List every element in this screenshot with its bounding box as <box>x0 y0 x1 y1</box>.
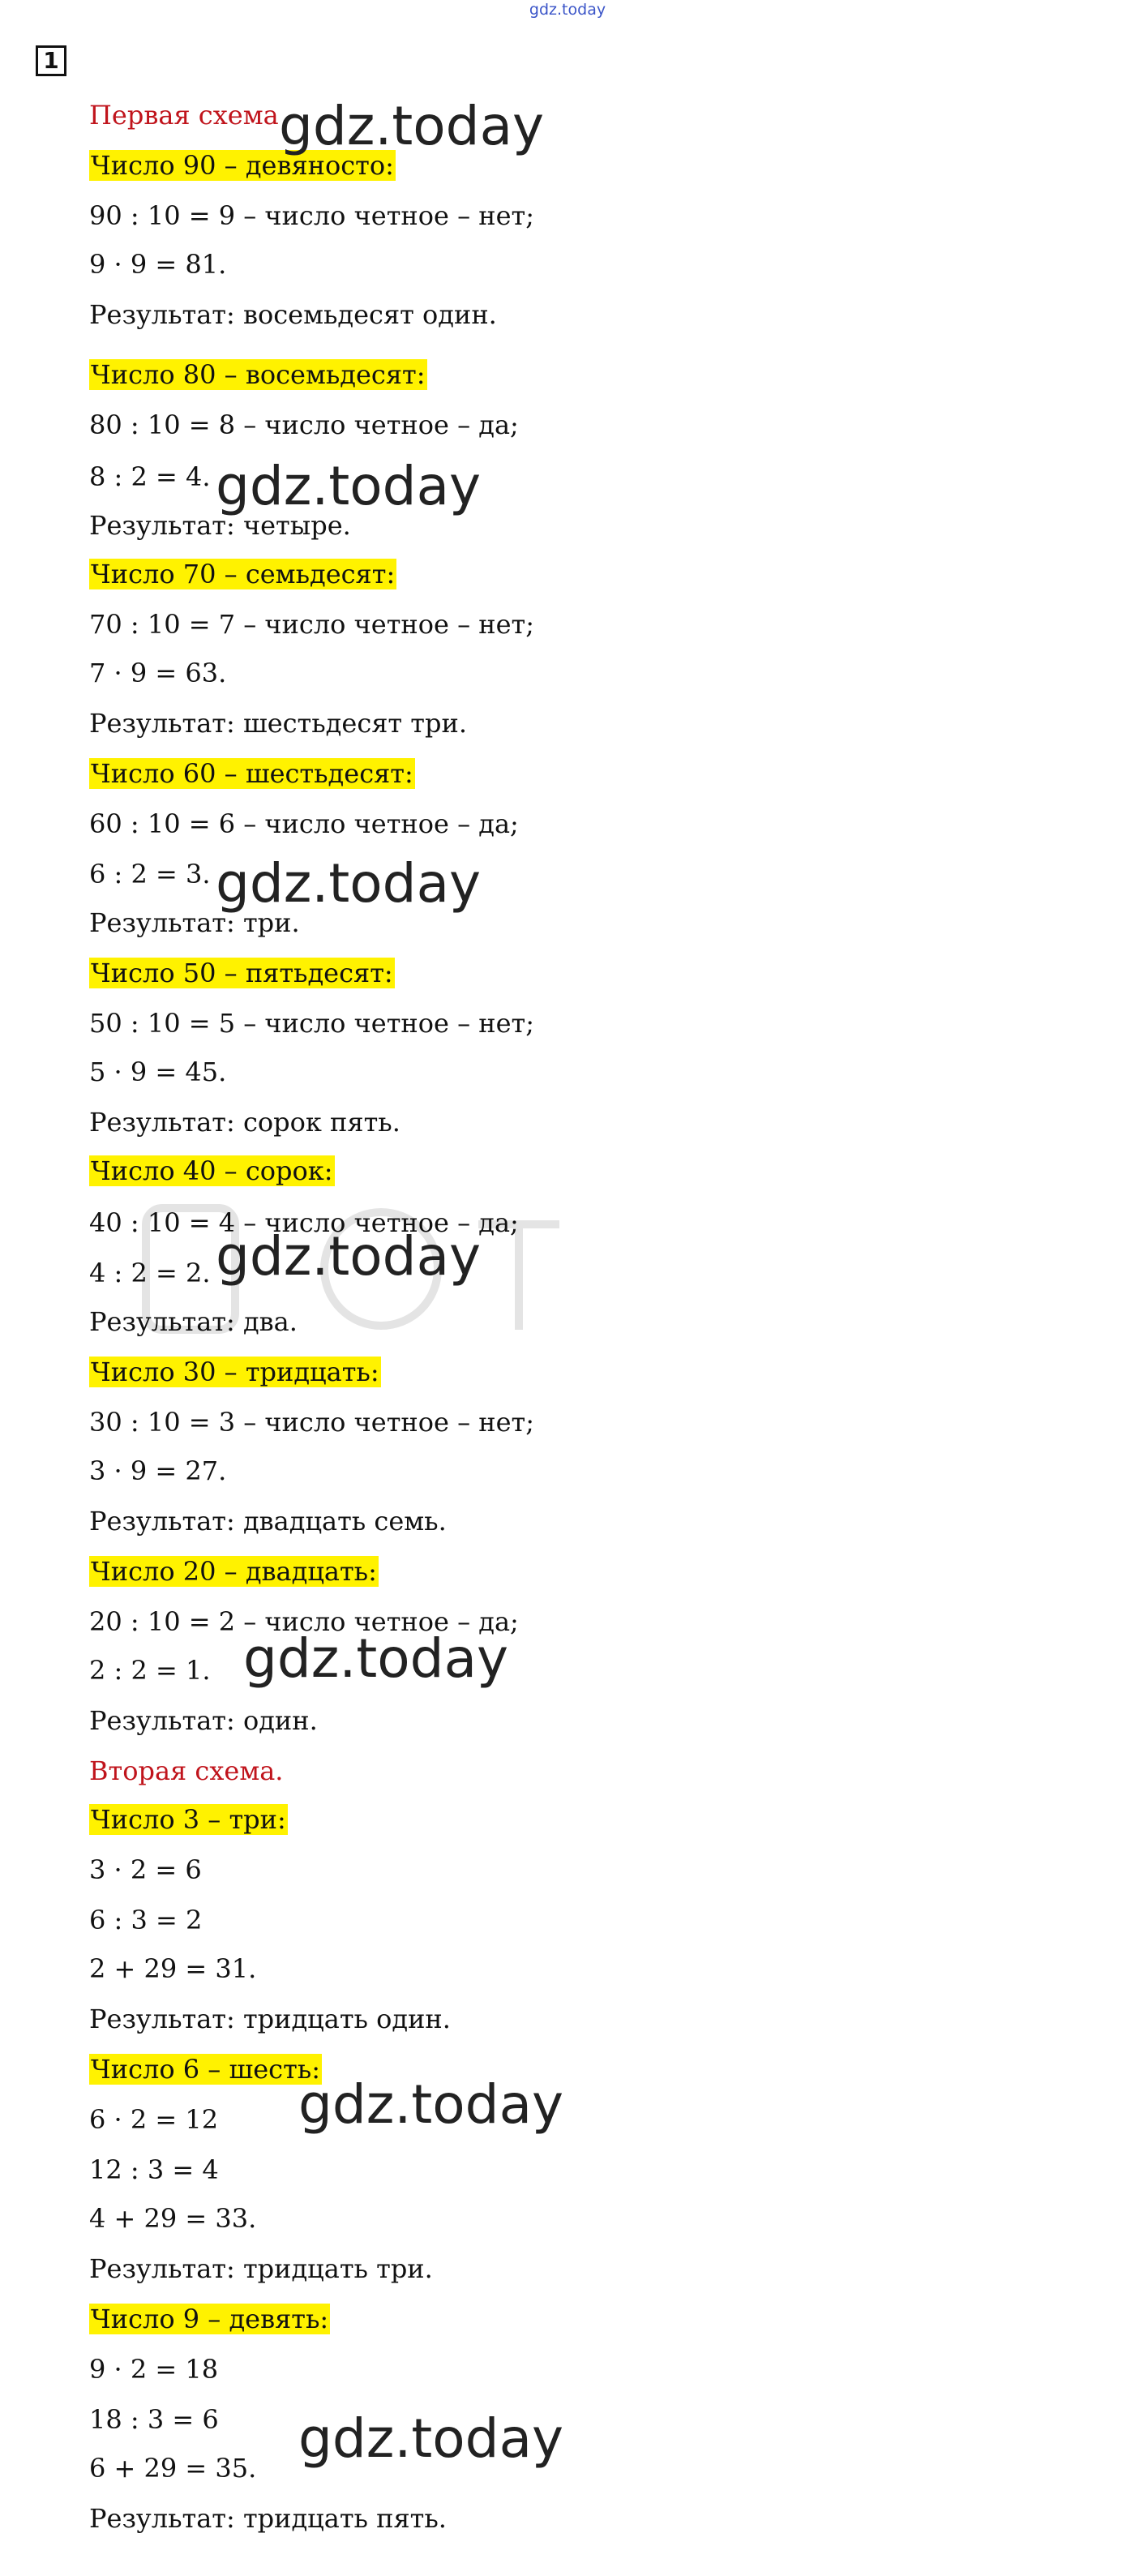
line-text: Число 6 – шесть: <box>91 2054 320 2085</box>
line-text: 18 : 3 = 6 <box>89 2404 219 2435</box>
line-text: Число 40 – сорок: <box>91 1155 333 1186</box>
number-heading-line <box>89 556 396 592</box>
line-text: Результат: тридцать один. <box>89 2004 451 2034</box>
number-heading-line <box>89 2301 330 2337</box>
line-text: Первая схема <box>89 100 279 131</box>
solution-line <box>89 198 534 234</box>
task-number-box: 1 <box>36 45 66 76</box>
solution-line <box>89 2102 218 2137</box>
line-text: 9 · 2 = 18 <box>89 2354 219 2385</box>
solution-line <box>89 2501 447 2536</box>
line-text: 2 : 2 = 1. <box>89 1655 211 1686</box>
number-heading-line <box>89 1354 381 1390</box>
line-text: 90 : 10 = 9 – число четное – нет; <box>89 200 535 231</box>
gdz-watermark: gdz.today <box>298 2407 564 2470</box>
line-text: Число 9 – девять: <box>91 2304 329 2334</box>
line-text: 20 : 10 = 2 – число четное – да; <box>89 1606 519 1637</box>
number-heading-line <box>89 2051 322 2087</box>
line-text: 50 : 10 = 5 – число четное – нет; <box>89 1008 535 1039</box>
line-text: Число 60 – шестьдесят: <box>91 758 413 789</box>
line-text: Результат: четыре. <box>89 510 351 541</box>
line-text: Результат: три. <box>89 907 300 938</box>
number-heading-line <box>89 1802 288 1837</box>
line-text: Число 30 – тридцать: <box>91 1357 379 1387</box>
gdz-watermark: gdz.today <box>243 1627 509 1690</box>
solution-line <box>89 1902 202 1938</box>
solution-line <box>89 1703 318 1738</box>
line-text: 12 : 3 = 4 <box>89 2154 219 2185</box>
solution-line <box>89 2402 219 2437</box>
line-text: Результат: сорок пять. <box>89 1107 400 1138</box>
line-text: 4 : 2 = 2. <box>89 1258 211 1288</box>
line-text: Результат: шестьдесят три. <box>89 708 467 739</box>
line-text: 60 : 10 = 6 – число четное – да; <box>89 808 519 839</box>
line-text: Число 20 – двадцать: <box>91 1556 377 1587</box>
solution-line <box>89 2001 451 2037</box>
line-text: 7 · 9 = 63. <box>89 658 227 688</box>
line-text: 40 : 10 = 4 – число четное – да; <box>89 1207 519 1238</box>
line-text: 3 · 9 = 27. <box>89 1455 227 1486</box>
solution-line <box>89 806 519 842</box>
line-text: Результат: двадцать семь. <box>89 1506 447 1537</box>
solution-line <box>89 2201 256 2236</box>
solution-line <box>89 1104 400 1140</box>
line-text: 8 : 2 = 4. <box>89 461 211 492</box>
line-text: 80 : 10 = 8 – число четное – да; <box>89 409 519 440</box>
number-heading-line <box>89 1153 335 1189</box>
line-text: 70 : 10 = 7 – число четное – нет; <box>89 609 535 640</box>
solution-line <box>89 1404 534 1440</box>
solution-line <box>89 246 226 282</box>
solution-line <box>89 606 534 642</box>
solution-line <box>89 1503 447 1539</box>
line-text: Результат: один. <box>89 1705 318 1736</box>
gdz-watermark: gdz.today <box>298 2073 564 2136</box>
line-text: 6 : 3 = 2 <box>89 1905 203 1935</box>
solution-line <box>89 2351 218 2387</box>
gdz-watermark: gdz.today <box>216 1225 482 1288</box>
gdz-watermark: gdz.today <box>279 95 545 157</box>
line-text: Число 70 – семьдесят: <box>91 559 396 589</box>
gdz-watermark: gdz.today <box>216 852 482 915</box>
solution-line <box>89 856 211 892</box>
line-text: Результат: восемьдесят один. <box>89 299 497 330</box>
line-text: 6 + 29 = 35. <box>89 2453 257 2484</box>
scheme-heading <box>89 97 279 133</box>
line-text: 2 + 29 = 31. <box>89 1953 257 1984</box>
solution-line <box>89 459 211 495</box>
number-heading-line <box>89 955 395 991</box>
line-text: 6 · 2 = 12 <box>89 2104 219 2135</box>
number-heading-line <box>89 357 427 392</box>
number-heading-line <box>89 756 415 791</box>
solution-line <box>89 407 519 443</box>
line-text: 9 · 9 = 81. <box>89 249 227 280</box>
line-text: 3 · 2 = 6 <box>89 1854 202 1885</box>
solution-line <box>89 1852 202 1888</box>
line-text: 30 : 10 = 3 – число четное – нет; <box>89 1407 535 1438</box>
solution-line <box>89 1652 211 1688</box>
line-text: 6 : 2 = 3. <box>89 859 211 889</box>
number-heading-line <box>89 1554 379 1589</box>
line-text: Результат: два. <box>89 1306 298 1337</box>
line-text: 5 · 9 = 45. <box>89 1057 227 1087</box>
line-text: Вторая схема. <box>89 1755 284 1786</box>
solution-line <box>89 655 226 691</box>
line-text: Число 80 – восемьдесят: <box>91 359 426 390</box>
solution-line <box>89 2251 433 2287</box>
line-text: Число 90 – девяносто: <box>91 150 394 181</box>
solution-line <box>89 705 467 741</box>
line-text: Число 50 – пятьдесят: <box>91 958 393 988</box>
solution-line <box>89 2152 219 2188</box>
solution-line <box>89 1054 226 1090</box>
line-text: Число 3 – три: <box>91 1804 286 1835</box>
gdz-watermark: gdz.today <box>216 455 482 517</box>
line-text: Результат: тридцать три. <box>89 2253 433 2284</box>
site-label: gdz.today <box>529 1 606 19</box>
scheme-heading <box>89 1753 283 1789</box>
line-text: 4 + 29 = 33. <box>89 2203 257 2234</box>
solution-line <box>89 297 497 332</box>
line-text: Результат: тридцать пять. <box>89 2503 447 2534</box>
solution-line <box>89 2450 256 2486</box>
solution-line <box>89 1005 534 1041</box>
solution-line <box>89 1453 226 1489</box>
solution-line <box>89 1951 256 1987</box>
